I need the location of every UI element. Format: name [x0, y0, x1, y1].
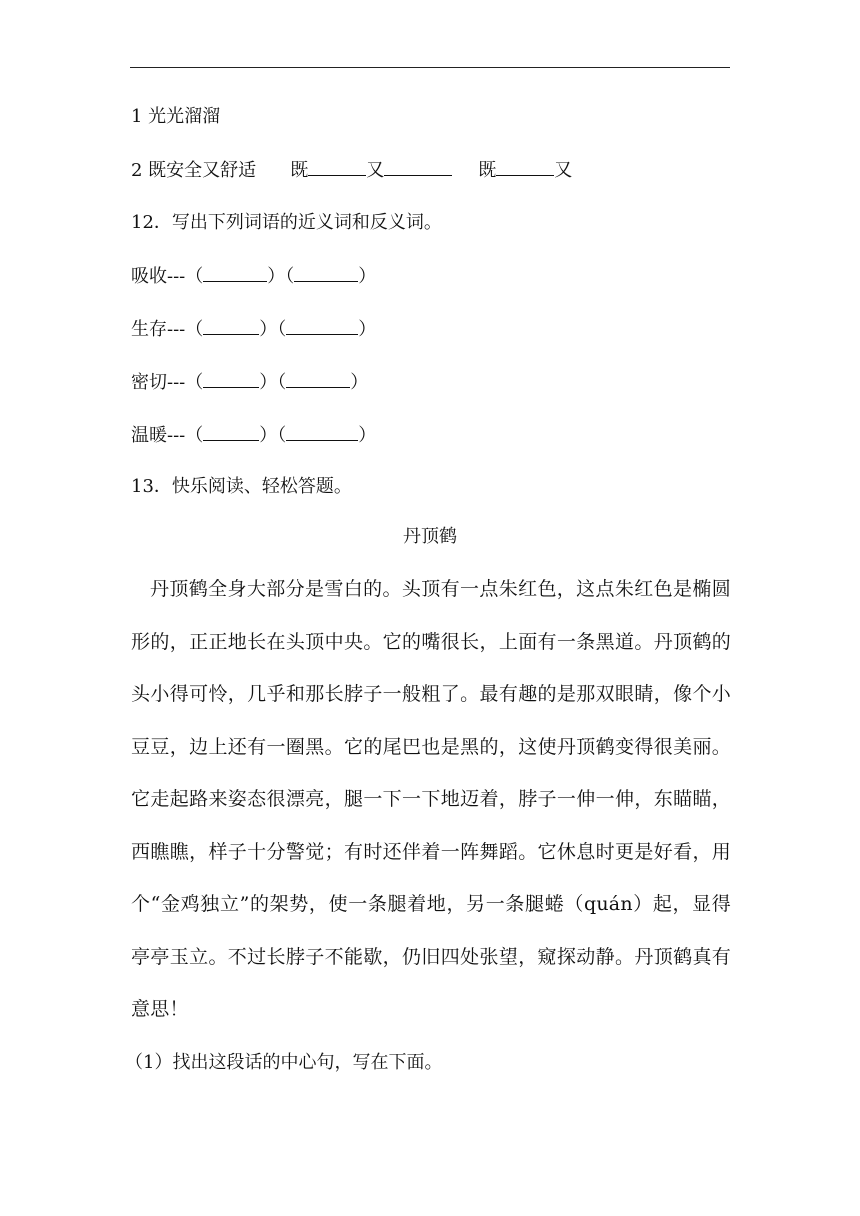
word-row: 生存---（ ）（ ）	[131, 316, 376, 343]
item-2-you-1: 又	[366, 160, 385, 181]
item-2	[131, 157, 572, 184]
blank-ji-1[interactable]	[308, 157, 366, 176]
item-1: 1 光光溜溜	[131, 106, 221, 127]
item-2-prefix: 2 既安全又舒适	[131, 160, 257, 181]
item-2-you-2: 又	[554, 160, 573, 181]
antonym-blank[interactable]	[294, 263, 358, 282]
sub-question-1: （1）找出这段话的中心句，写在下面。	[125, 1052, 443, 1073]
synonym-blank[interactable]	[203, 263, 267, 282]
antonym-blank[interactable]	[286, 316, 358, 335]
item-2-ji-2: 既	[478, 160, 497, 181]
word-label: 吸收---	[131, 266, 186, 287]
word-row: 吸收---（ ）（ ）	[131, 263, 376, 290]
word-row: 密切---（ ）（ ）	[131, 369, 368, 396]
question-13-prompt: 13．快乐阅读、轻松答题。	[131, 476, 352, 497]
header-rule	[130, 67, 730, 68]
question-12-prompt: 12．写出下列词语的近义词和反义词。	[131, 212, 442, 233]
word-label: 生存---	[131, 319, 186, 340]
blank-ji-2[interactable]	[496, 157, 554, 176]
blank-you-1[interactable]	[384, 157, 452, 176]
word-label: 密切---	[131, 372, 186, 393]
passage-title: 丹顶鹤	[403, 526, 457, 547]
synonym-blank[interactable]	[203, 369, 259, 388]
item-2-ji-1: 既	[290, 160, 309, 181]
synonym-blank[interactable]	[203, 316, 259, 335]
synonym-blank[interactable]	[203, 422, 259, 441]
antonym-blank[interactable]	[286, 422, 358, 441]
word-row: 温暖---（ ）（ ）	[131, 422, 376, 449]
word-label: 温暖---	[131, 425, 186, 446]
passage-body: 丹顶鹤全身大部分是雪白的。头顶有一点朱红色，这点朱红色是椭圆形的，正正地长在头顶中央。它的嘴很长，上面有一条黑道。丹顶鹤的头小得可怜，几乎和那长脖子一般粗了。最有趣的是那双眼睛，像个小豆豆，边上还有一圈黑。它的尾巴也是黑的，这使丹顶鹤变得很美丽。它走起路来姿态很漂亮，腿一下一下地迈着，脖子一伸一伸，东瞄瞄，西瞧瞧，样子十分警觉；有时还伴着一阵舞蹈。它休息时更是好看，用个“金鸡独立”的架势，使一条腿着地，另一条腿蜷（quán）起，显得亭亭玉立。不过长脖子不能歇，仍旧四处张望，窥探动静。丹顶鹤真有意思！	[131, 578, 731, 1020]
antonym-blank[interactable]	[286, 369, 350, 388]
